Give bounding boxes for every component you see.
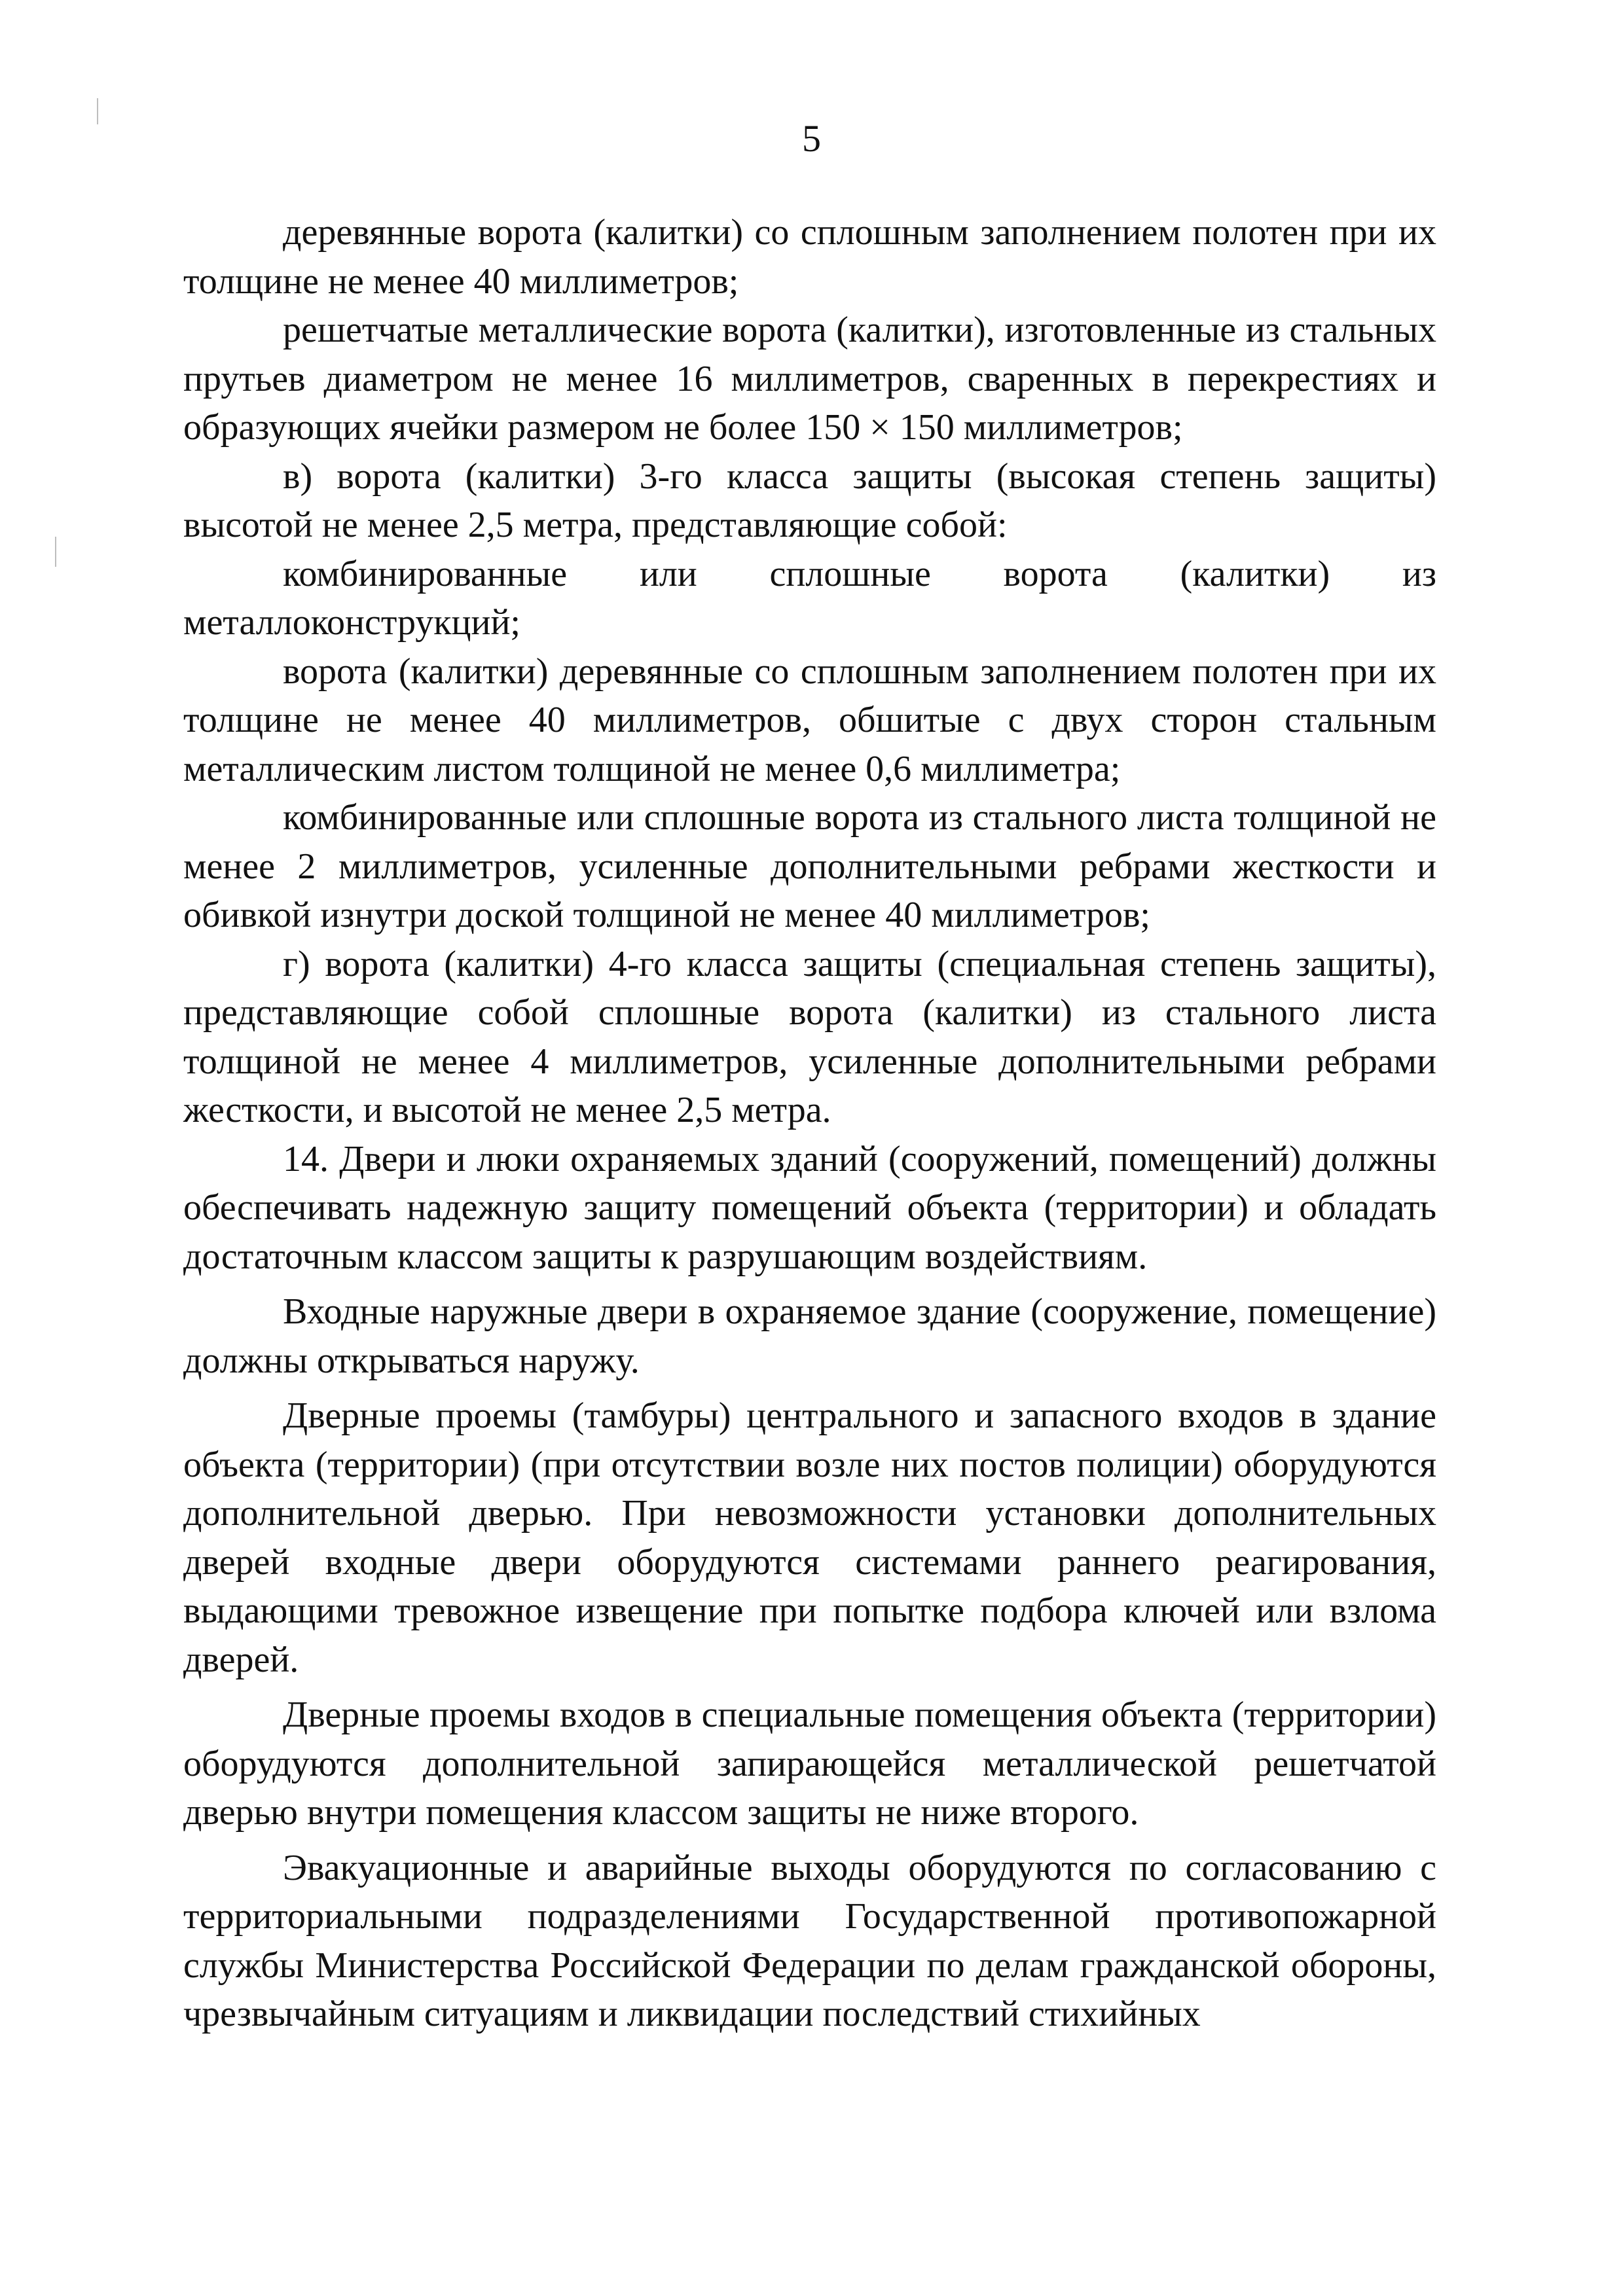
paragraph: ворота (калитки) деревянные со сплошным заполнением полотен при их толщине не менее 40 миллиметров, обшитые с двух сторон стальным металлическим листом толщиной не менее 0,6 миллиметра; [183,651,1436,789]
paragraph: Эвакуационные и аварийные выходы оборудуются по согласованию с территориальными подразделениями Государственной противопожарной службы Министерства Российской Федерации по делам гражданской обороны, чрезвычайным ситуациям и ликвидации последствий стихийных [183,1847,1436,2034]
paragraph: Входные наружные двери в охраняемое здание (сооружение, помещение) должны открываться наружу. [183,1291,1436,1381]
paragraph: г) ворота (калитки) 4-го класса защиты (специальная степень защиты), представляющие собой сплошные ворота (калитки) из стального листа толщиной не менее 4 миллиметров, усиленные дополнительными ребрами жесткости, и высотой не менее 2,5 метра. [183,943,1436,1130]
paragraph: комбинированные или сплошные ворота (калитки) из металлоконструкций; [183,553,1436,643]
paragraph: деревянные ворота (калитки) со сплошным заполнением полотен при их толщине не менее 40 миллиметров; [183,212,1436,302]
paragraph: комбинированные или сплошные ворота из стального листа толщиной не менее 2 миллиметров, усиленные дополнительными ребрами жесткости и обивкой изнутри доской толщиной не менее 40 миллиметров; [183,797,1436,935]
paragraph: решетчатые металлические ворота (калитки), изготовленные из стальных прутьев диаметром не менее 16 миллиметров, сваренных в перекрестиях и образующих ячейки размером не более 150 × 150 миллиметров; [183,310,1436,448]
paragraph: в) ворота (калитки) 3-го класса защиты (высокая степень защиты) высотой не менее 2,5 метра, представляющие собой: [183,456,1436,545]
paragraph: 14. Двери и люки охраняемых зданий (сооружений, помещений) должны обеспечивать надежную защиту помещений объекта (территории) и обладать достаточным классом защиты к разрушающим воздействиям. [183,1138,1436,1277]
paragraph: Дверные проемы входов в специальные помещения объекта (территории) оборудуются дополнительной запирающейся металлической решетчатой дверью внутри помещения классом защиты не ниже второго. [183,1695,1436,1833]
page-number: 5 [802,117,821,160]
paragraph: Дверные проемы (тамбуры) центрального и запасного входов в здание объекта (территории) (при отсутствии возле них постов полиции) оборудуются дополнительной дверью. При невозможности установки дополнительных дверей входные двери оборудуются системами раннего реагирования, выдающими тревожное извещение при попытке подбора ключей или взлома дверей. [183,1395,1436,1680]
scan-edge-mark [55,537,56,567]
document-body [183,208,1436,2039]
